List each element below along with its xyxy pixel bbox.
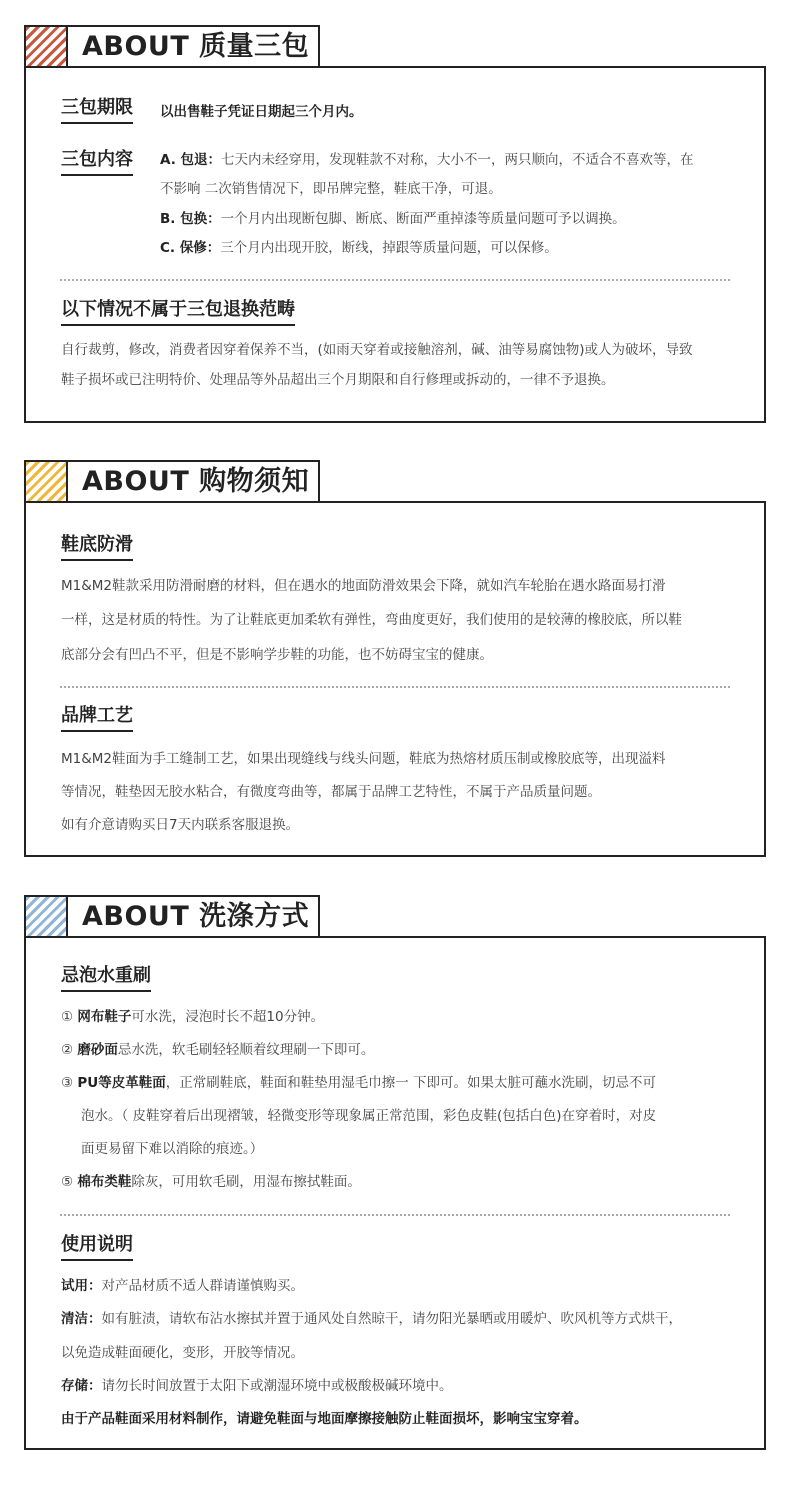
item-number: ③: [61, 1075, 74, 1091]
item-bold: 网布鞋子: [77, 1009, 132, 1025]
usage-cleaning: [61, 1309, 682, 1329]
wash-item-cotton: [61, 1172, 361, 1192]
usage-text: 如有脏渍，请软布沾水擦拭并置于通风处自然晾干，请勿阳光暴晒或用暖炉、吹风机等方式烘干，: [101, 1311, 682, 1327]
stripe-decoration: [26, 897, 68, 936]
dotted-divider: [60, 279, 730, 281]
dotted-divider: [60, 686, 730, 688]
usage-trial: [61, 1276, 304, 1296]
section-shopping-notice: [0, 460, 790, 858]
craft-line-3: 如有介意请购买日7天内联系客服退换。: [61, 817, 300, 833]
item-bold: 磨砂面: [77, 1042, 118, 1058]
exchange-label: B. 包换：: [160, 211, 221, 227]
section-title: ABOUT 购物须知: [82, 466, 310, 497]
usage-label: 试用：: [61, 1278, 102, 1294]
item-text: 忌水洗，软毛刷轻轻顺着纹理刷一下即可。: [117, 1042, 375, 1058]
anti-slip-line-2: 一样，这是材质的特性。为了让鞋底更加柔软有弹性，弯曲度更好，我们使用的是较薄的橡胶底，所以鞋: [61, 612, 682, 628]
warranty-period-label: 三包期限: [61, 96, 133, 124]
return-policy-line: [160, 150, 694, 170]
section-box: [24, 66, 766, 423]
stripe-decoration: [26, 27, 68, 66]
section-tab: [24, 895, 320, 938]
usage-text: 请勿长时间放置于太阳下或潮湿环境中或极酸极碱环境中。: [101, 1378, 453, 1394]
item-bold: PU等皮革鞋面: [77, 1075, 166, 1091]
section-box: [24, 501, 766, 857]
section-title: ABOUT 质量三包: [82, 31, 310, 62]
section-box: [24, 936, 766, 1450]
section-title: ABOUT 洗涤方式: [82, 901, 310, 932]
exclusions-line-2: 鞋子损坏或已注明特价、处理品等外品超出三个月期限和自行修理或拆动的，一律不予退换。: [61, 372, 615, 388]
usage-heading: 使用说明: [61, 1233, 133, 1261]
anti-slip-line-1: M1&M2鞋款采用防滑耐磨的材料，但在遇水的地面防滑效果会下降，就如汽车轮胎在遇水路面易打滑: [61, 578, 666, 594]
return-label: A. 包退：: [160, 152, 222, 168]
anti-slip-line-3: 底部分会有凹凸不平，但是不影响学步鞋的功能，也不妨碍宝宝的健康。: [61, 647, 493, 663]
item-number: ①: [61, 1009, 74, 1025]
exchange-text: 一个月内出现断包脚、断底、断面严重掉漆等质量问题可予以调换。: [220, 211, 626, 227]
craft-line-2: 等情况，鞋垫因无胶水粘合，有微度弯曲等，都属于品牌工艺特性，不属于产品质量问题。: [61, 784, 601, 800]
usage-storage: [61, 1376, 453, 1396]
item-number: ②: [61, 1042, 74, 1058]
repair-label: C. 保修：: [160, 240, 221, 256]
repair-policy-line: [160, 238, 558, 258]
usage-warning: 由于产品鞋面采用材料制作，请避免鞋面与地面摩擦接触防止鞋面损坏，影响宝宝穿着。: [61, 1411, 588, 1427]
usage-cleaning-line-2: 以免造成鞋面硬化，变形，开胶等情况。: [61, 1345, 304, 1361]
item-text: 可水洗，浸泡时长不超10分钟。: [131, 1009, 325, 1025]
exchange-policy-line: [160, 209, 626, 229]
no-soak-heading: 忌泡水重刷: [61, 964, 151, 992]
wash-item-mesh: [61, 1007, 324, 1027]
usage-text: 对产品材质不适人群请谨慎购买。: [101, 1278, 304, 1294]
section-washing: [0, 895, 790, 1451]
warranty-content-label: 三包内容: [61, 148, 133, 176]
section-tab: [24, 460, 320, 503]
wash-item-pu: [61, 1073, 656, 1093]
item-text: ，正常刷鞋底，鞋面和鞋垫用湿毛巾擦一 下即可。如果太脏可蘸水洗刷，切忌不可: [165, 1075, 657, 1091]
stripe-decoration: [26, 462, 68, 501]
return-text: 七天内未经穿用，发现鞋款不对称，大小不一，两只顺向，不适合不喜欢等，在: [221, 152, 694, 168]
wash-item-pu-line-2: 泡水。（ 皮鞋穿着后出现褶皱，轻微变形等现象属正常范围，彩色皮鞋(包括白色)在穿着时，对皮: [81, 1108, 657, 1124]
wash-item-suede: [61, 1040, 374, 1060]
craft-line-1: M1&M2鞋面为手工缝制工艺，如果出现缝线与线头问题，鞋底为热熔材质压制或橡胶底等，出现溢料: [61, 751, 666, 767]
section-tab: [24, 25, 320, 68]
item-text: 除灰，可用软毛刷，用湿布擦拭鞋面。: [131, 1174, 361, 1190]
anti-slip-heading: 鞋底防滑: [61, 533, 133, 561]
exclusions-heading: 以下情况不属于三包退换范畴: [61, 298, 295, 326]
warranty-period-text: 以出售鞋子凭证日期起三个月内。: [160, 104, 363, 120]
repair-text: 三个月内出现开胶，断线，掉跟等质量问题，可以保修。: [220, 240, 558, 256]
usage-label: 清洁：: [61, 1311, 102, 1327]
section-quality-warranty: [0, 25, 790, 423]
craft-heading: 品牌工艺: [61, 704, 133, 732]
return-policy-line-2: 不影响 二次销售情况下，即吊牌完整，鞋底干净，可退。: [160, 181, 502, 197]
wash-item-pu-line-3: 面更易留下难以消除的痕迹。）: [81, 1141, 264, 1157]
item-bold: 棉布类鞋: [77, 1174, 132, 1190]
exclusions-line-1: 自行裁剪，修改，消费者因穿着保养不当，(如雨天穿着或接触溶剂，碱、油等易腐蚀物)或人为破坏，导致: [61, 342, 693, 358]
usage-label: 存储：: [61, 1378, 102, 1394]
item-number: ⑤: [61, 1174, 74, 1190]
dotted-divider: [60, 1214, 730, 1216]
